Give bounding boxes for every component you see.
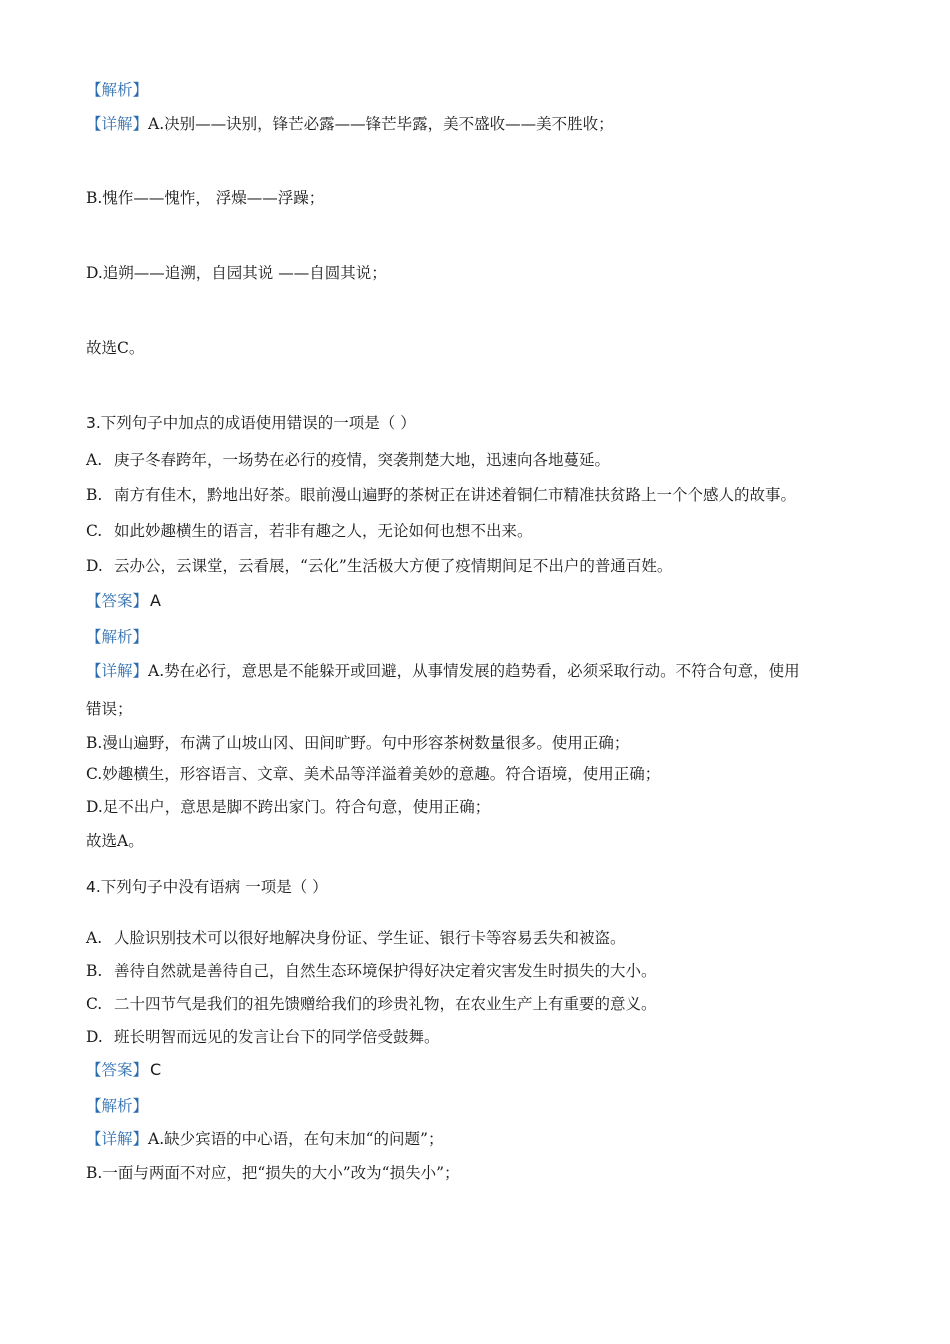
q4-answer: [86, 1059, 890, 1081]
analysis-label: 【解析】: [86, 81, 149, 99]
option-letter: A.: [86, 929, 103, 947]
q4-number: 4.: [86, 878, 101, 896]
detail-label: 【详解】: [86, 115, 149, 133]
q4-option-a: [86, 927, 890, 949]
q4-analysis-tag: [86, 1095, 890, 1117]
q3-option-d: [86, 555, 890, 577]
q3-analysis-tag: [86, 626, 890, 648]
analysis-label: 【解析】: [86, 1097, 149, 1115]
analysis-tag: [86, 79, 890, 101]
option-letter: D.: [86, 557, 103, 575]
q3-detail-c: C.妙趣横生，形容语言、文章、美术品等洋溢着美妙的意趣。符合语境，使用正确；: [86, 765, 661, 783]
q3-detail-a-text: A.势在必行，意思是不能躲开或回避，从事情发展的趋势看，必须采取行动。不符合句意，使用: [148, 662, 800, 680]
option-letter: C.: [86, 995, 103, 1013]
q4-option-b: [86, 960, 890, 982]
option-text: 二十四节气是我们的祖先馈赠给我们的珍贵礼物，在农业生产上有重要的意义。: [114, 995, 657, 1013]
q3-detail-a-cont: 错误；: [86, 700, 133, 718]
option-text: 人脸识别技术可以很好地解决身份证、学生证、银行卡等容易丢失和被盗。: [114, 929, 626, 947]
q3-answer: [86, 590, 890, 612]
option-text: 善待自然就是善待自己，自然生态环境保护得好决定着灾害发生时损失的大小。: [114, 962, 657, 980]
answer-label: 【答案】: [86, 1061, 149, 1079]
option-letter: C.: [86, 522, 103, 540]
q4-detail-a: [86, 1128, 890, 1150]
q3-conclusion: 故选A。: [86, 832, 144, 850]
q4-option-c: [86, 993, 890, 1015]
q3-option-a: [86, 449, 890, 471]
q4-detail-a-text: A.缺少宾语的中心语，在句末加“的问题”；: [148, 1130, 444, 1148]
option-text: 南方有佳木，黔地出好茶。眼前漫山遍野的茶树正在讲述着铜仁市精准扶贫路上一个个感人的故事。: [114, 486, 797, 504]
q2-detail-a: [86, 113, 890, 135]
detail-label: 【详解】: [86, 662, 149, 680]
detail-label: 【详解】: [86, 1130, 149, 1148]
option-text: 班长明智而远见的发言让台下的同学倍受鼓舞。: [114, 1028, 440, 1046]
q3-detail-d: D.足不出户，意思是脚不跨出家门。符合句意，使用正确；: [86, 798, 491, 816]
q3-stem: [86, 412, 890, 434]
q3-number: 3.: [86, 414, 101, 432]
q4-stem-text: 下列句子中没有语病 一项是（ ）: [100, 878, 328, 896]
q3-detail-a: [86, 660, 890, 682]
q3-answer-value: A: [150, 591, 161, 610]
q4-answer-value: C: [150, 1060, 162, 1079]
analysis-label: 【解析】: [86, 628, 149, 646]
q2-detail-a-text: A.决别——诀别，锋芒必露——锋芒毕露，美不盛收——美不胜收；: [148, 115, 614, 133]
q4-detail-b: B.一面与两面不对应，把“损失的大小”改为“损失小”；: [86, 1164, 460, 1182]
option-letter: B.: [86, 486, 103, 504]
q2-detail-d: D.追朔——追溯，自园其说 ——自圆其说；: [86, 264, 387, 282]
option-text: 如此妙趣横生的语言，若非有趣之人，无论如何也想不出来。: [114, 522, 533, 540]
answer-label: 【答案】: [86, 592, 149, 610]
q3-option-b: [86, 484, 890, 506]
q4-option-d: [86, 1026, 890, 1048]
option-letter: B.: [86, 962, 103, 980]
q3-detail-b: B.漫山遍野，布满了山坡山冈、田间旷野。句中形容茶树数量很多。使用正确；: [86, 734, 630, 752]
q3-stem-text: 下列句子中加点的成语使用错误的一项是（ ）: [100, 414, 416, 432]
q2-detail-b: B.愧作——愧怍， 浮燥——浮躁；: [86, 189, 325, 207]
option-text: 庚子冬春跨年，一场势在必行的疫情，突袭荆楚大地，迅速向各地蔓延。: [114, 451, 611, 469]
option-letter: A.: [86, 451, 103, 469]
q4-stem: [86, 876, 890, 898]
q2-conclusion: 故选C。: [86, 339, 145, 357]
q3-option-c: [86, 520, 890, 542]
option-letter: D.: [86, 1028, 103, 1046]
option-text: 云办公，云课堂，云看展，“云化”生活极大方便了疫情期间足不出户的普通百姓。: [114, 557, 673, 575]
